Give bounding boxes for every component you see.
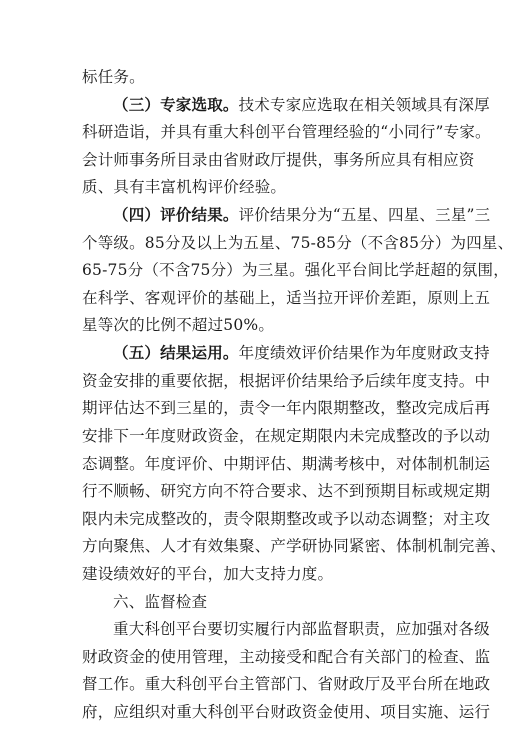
- chapter-heading: 六、监督检查: [113, 592, 208, 611]
- text-line: 行不顺畅、研究方向不符合要求、达不到预期目标或规定期: [82, 482, 491, 501]
- text-line: 府，应组织对重大科创平台财政资金使用、项目实施、运行: [82, 703, 491, 721]
- text-line: 态调整。年度评价、中期评估、期满考核中，对体制机制运: [82, 454, 491, 473]
- text-line: 期评估达不到三星的，责令一年内限期整改，整改完成后再: [82, 399, 491, 418]
- section-heading: （三）专家选取。: [113, 94, 239, 114]
- text-line: 在科学、客观评价的基础上，适当拉开评价差距，原则上五: [82, 288, 491, 307]
- text-line: 65-75分（不含75分）为三星。强化平台间比学赶超的氛围，: [82, 261, 509, 280]
- section-heading-line: （三）专家选取。技术专家应选取在相关领域具有深厚: [113, 94, 490, 114]
- text-line: 科研造诣，并具有重大科创平台管理经验的“小同行”专家。: [82, 123, 491, 142]
- text-line: 方向聚焦、人才有效集聚、产学研协同紧密、体制机制完善、: [82, 537, 506, 556]
- section-heading-line: （四）评价结果。评价结果分为“五星、四星、三星”三: [113, 205, 491, 225]
- text-line: 安排下一年度财政资金，在规定期限内未完成整改的予以动: [82, 426, 491, 445]
- section-heading: （四）评价结果。: [113, 205, 239, 225]
- text-line: 建设绩效好的平台，加大支持力度。: [82, 564, 334, 583]
- text-line: 财政资金的使用管理，主动接受和配合有关部门的检查、监: [82, 647, 491, 666]
- text-line: 标任务。: [82, 68, 145, 86]
- text-line: 重大科创平台要切实履行内部监督职责，应加强对各级: [113, 620, 490, 639]
- text-line: 督工作。重大科创平台主管部门、省财政厅及平台所在地政: [82, 675, 491, 694]
- text-line: 资金安排的重要依据，根据评价结果给予后续年度支持。中: [82, 371, 491, 390]
- section-heading: （五）结果运用。: [113, 343, 239, 363]
- text-line: 个等级。85分及以上为五星、75-85分（不含85分）为四星、: [82, 233, 514, 252]
- section-heading-line: （五）结果运用。年度绩效评价结果作为年度财政支持: [113, 343, 490, 363]
- text-line: 星等次的比例不超过50%。: [82, 316, 275, 335]
- text-line: 质、具有丰富机构评价经验。: [82, 178, 287, 197]
- text-line: 限内未完成整改的，责令限期整改或予以动态调整；对主攻: [82, 509, 491, 528]
- text-line: 会计师事务所目录由省财政厅提供，事务所应具有相应资: [82, 150, 475, 169]
